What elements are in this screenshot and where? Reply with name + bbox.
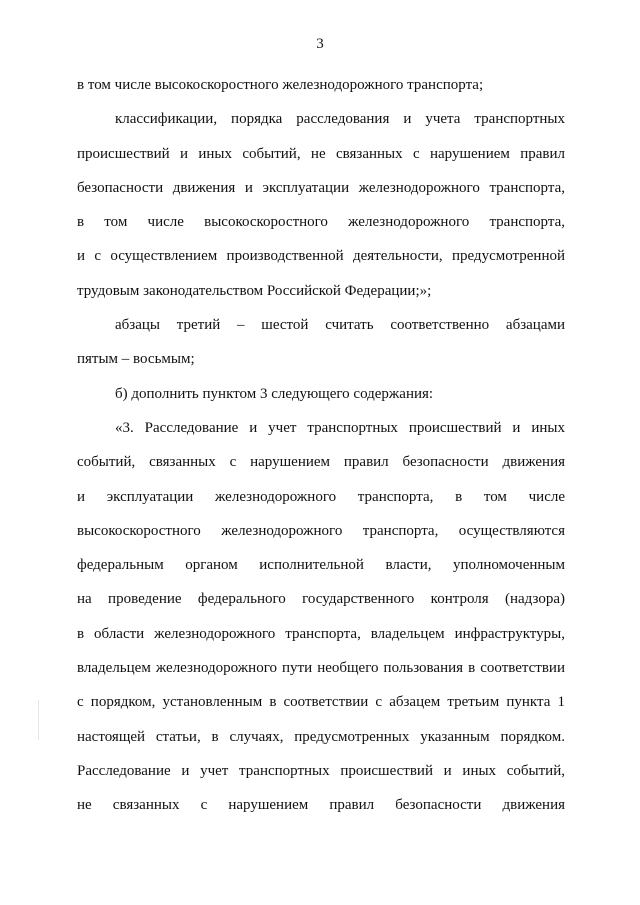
text-line: высокоскоростного железнодорожного транспорта, осуществляются: [77, 522, 565, 539]
text-line: пятым – восьмым;: [77, 351, 195, 368]
scan-edge-mark: [38, 700, 39, 740]
text-line: и эксплуатации железнодорожного транспорта, в том числе: [77, 488, 565, 505]
text-line: с порядком, установленным в соответствии с абзацем третьим пункта 1: [77, 694, 565, 711]
text-line: настоящей статьи, в случаях, предусмотренных указанным порядком.: [77, 728, 565, 745]
text-line: в области железнодорожного транспорта, владельцем инфраструктуры,: [77, 625, 565, 642]
text-line: б) дополнить пунктом 3 следующего содержания:: [115, 385, 434, 402]
text-line: абзацы третий – шестой считать соответственно абзацами: [115, 317, 565, 334]
text-line: в том числе высокоскоростного железнодорожного транспорта,: [77, 214, 565, 231]
page-number: 3: [316, 36, 324, 52]
text-line: безопасности движения и эксплуатации железнодорожного транспорта,: [77, 179, 565, 196]
text-line: на проведение федерального государственного контроля (надзора): [77, 591, 565, 608]
text-line: владельцем железнодорожного пути необщего пользования в соответствии: [77, 660, 565, 677]
text-line: не связанных с нарушением правил безопасности движения: [77, 797, 565, 814]
text-line: и с осуществлением производственной деятельности, предусмотренной: [77, 248, 565, 265]
text-line: федеральным органом исполнительной власти, уполномоченным: [77, 557, 565, 574]
text-line: Расследование и учет транспортных происшествий и иных событий,: [77, 762, 565, 779]
text-line: происшествий и иных событий, не связанных с нарушением правил: [77, 145, 565, 162]
document-body: [77, 68, 565, 823]
text-line: трудовым законодательством Российской Федерации;»;: [77, 282, 432, 299]
text-line: в том числе высокоскоростного железнодорожного транспорта;: [77, 77, 484, 93]
text-line: классификации, порядка расследования и учета транспортных: [115, 111, 565, 128]
text-line: событий, связанных с нарушением правил безопасности движения: [77, 454, 565, 471]
text-line: «3. Расследование и учет транспортных происшествий и иных: [115, 419, 565, 436]
